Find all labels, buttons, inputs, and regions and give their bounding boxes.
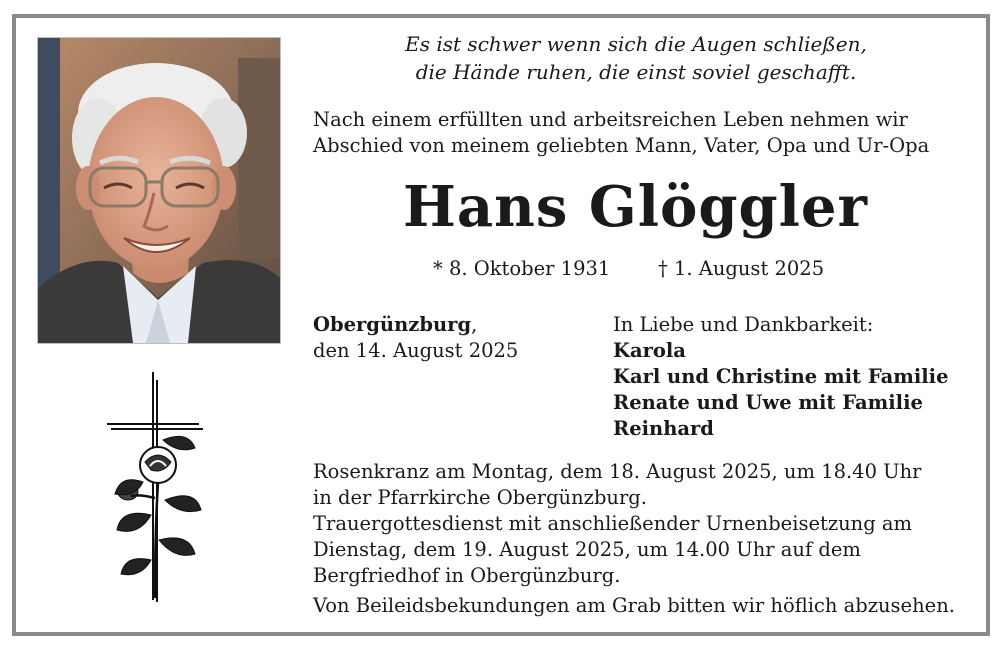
- service-line: Rosenkranz am Montag, dem 18. August 2025, um 18.40 Uhr: [313, 460, 922, 483]
- intro-line: Abschied von meinem geliebten Mann, Vater, Opa und Ur-Opa: [313, 134, 930, 157]
- cross-with-rose-icon: [103, 370, 213, 605]
- family-signatures: [613, 312, 949, 442]
- condolence-note: Von Beileidsbekundungen am Grab bitten wir höflich abzusehen.: [313, 594, 955, 617]
- memorial-quote: [312, 30, 960, 86]
- notice-date: den 14. August 2025: [313, 339, 519, 362]
- death-date: † 1. August 2025: [658, 257, 825, 280]
- place-name: Obergünzburg: [313, 313, 472, 336]
- place-suffix: ,: [471, 313, 478, 336]
- family-member: Karola: [613, 339, 686, 362]
- service-line: Trauergottesdienst mit anschließender Urnenbeisetzung am: [313, 512, 913, 535]
- family-member: Renate und Uwe mit Familie: [613, 391, 923, 414]
- birth-date: * 8. Oktober 1931: [433, 257, 611, 280]
- quote-line: Es ist schwer wenn sich die Augen schließen,: [405, 32, 867, 56]
- intro-text: [313, 107, 929, 159]
- family-member: Reinhard: [613, 417, 714, 440]
- family-heading: In Liebe und Dankbarkeit:: [613, 313, 874, 336]
- place-and-date: [313, 312, 518, 364]
- service-line: Bergfriedhof in Obergünzburg.: [313, 564, 621, 587]
- service-details: [313, 459, 922, 589]
- service-line: in der Pfarrkirche Obergünzburg.: [313, 486, 647, 509]
- intro-line: Nach einem erfüllten und arbeitsreichen Leben nehmen wir: [313, 108, 908, 131]
- portrait-photo: [37, 37, 281, 344]
- deceased-name: Hans Glöggler: [402, 174, 869, 240]
- family-member: Karl und Christine mit Familie: [613, 365, 949, 388]
- service-line: Dienstag, dem 19. August 2025, um 14.00 Uhr auf dem: [313, 538, 861, 561]
- quote-line: die Hände ruhen, die einst soviel geschafft.: [415, 60, 857, 84]
